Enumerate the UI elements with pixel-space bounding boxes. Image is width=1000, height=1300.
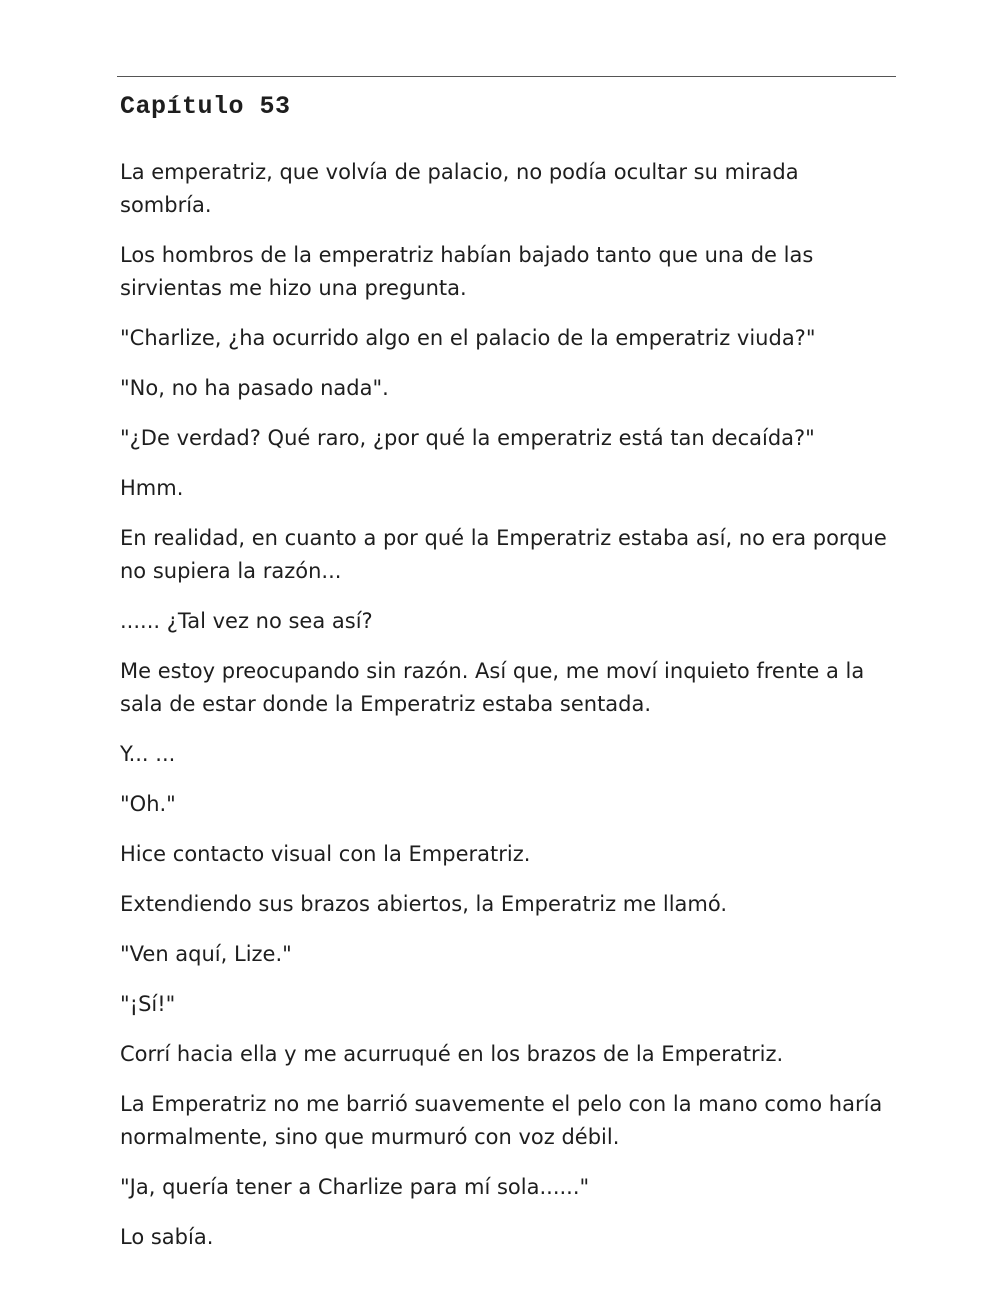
- paragraph: "¿De verdad? Qué raro, ¿por qué la emperatriz está tan decaída?": [120, 426, 815, 450]
- paragraph: Hmm.: [120, 476, 184, 500]
- paragraph: Hice contacto visual con la Emperatriz.: [120, 842, 531, 866]
- paragraph: "Charlize, ¿ha ocurrido algo en el palacio de la emperatriz viuda?": [120, 326, 816, 350]
- chapter-body: [120, 156, 890, 1271]
- paragraph: Lo sabía.: [120, 1225, 214, 1249]
- top-divider: [117, 76, 896, 77]
- paragraph: La emperatriz, que volvía de palacio, no podía ocultar su mirada sombría.: [120, 160, 799, 217]
- paragraph: La Emperatriz no me barrió suavemente el pelo con la mano como haría normalmente, sino que murmuró con voz débil.: [120, 1092, 883, 1149]
- paragraph: ...... ¿Tal vez no sea así?: [120, 609, 373, 633]
- paragraph: "¡Sí!": [120, 992, 176, 1016]
- paragraph: "No, no ha pasado nada".: [120, 376, 389, 400]
- paragraph: Me estoy preocupando sin razón. Así que, me moví inquieto frente a la sala de estar donde la Emperatriz estaba sentada.: [120, 659, 865, 716]
- paragraph: Extendiendo sus brazos abiertos, la Emperatriz me llamó.: [120, 892, 728, 916]
- paragraph: "Oh.": [120, 792, 176, 816]
- paragraph: Y... ...: [120, 742, 176, 766]
- paragraph: En realidad, en cuanto a por qué la Emperatriz estaba así, no era porque no supiera la razón...: [120, 526, 887, 583]
- paragraph: Los hombros de la emperatriz habían bajado tanto que una de las sirvientas me hizo una pregunta.: [120, 243, 814, 300]
- chapter-title: Capítulo 53: [120, 92, 291, 121]
- paragraph: "Ja, quería tener a Charlize para mí sola......": [120, 1175, 590, 1199]
- paragraph: "Ven aquí, Lize.": [120, 942, 292, 966]
- paragraph: Corrí hacia ella y me acurruqué en los brazos de la Emperatriz.: [120, 1042, 784, 1066]
